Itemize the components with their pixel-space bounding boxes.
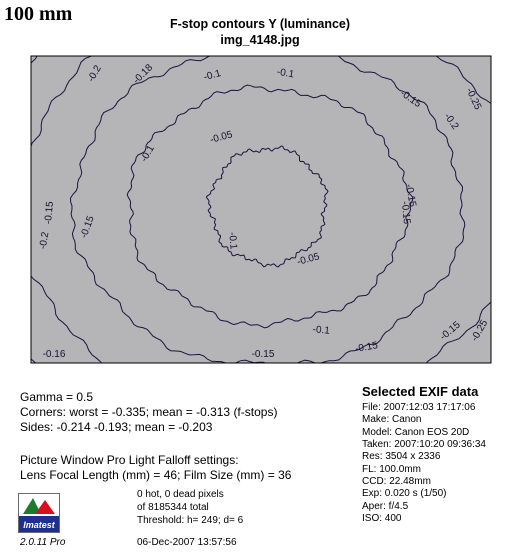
exif-row: Model: Canon EOS 20D (362, 427, 470, 438)
contour-label: -0.2 (441, 111, 461, 132)
exif-row: Aper: f/4.5 (362, 501, 409, 512)
contour-label: -0.15 (251, 349, 275, 360)
sides-text: Sides: -0.214 -0.193; mean = -0.203 (20, 420, 213, 434)
contour-label: -0.25 (463, 86, 484, 112)
contour-label: -0.1 (138, 143, 157, 164)
contour-label: -0.16 (42, 349, 66, 360)
contour-label: -0.1 (312, 324, 331, 337)
corners-text: Corners: worst = -0.335; mean = -0.313 (f-stops) (20, 405, 278, 419)
gamma-text: Gamma = 0.5 (20, 390, 94, 404)
contour-label: -0.25 (469, 318, 491, 344)
pixel-count-line: 0 hot, 0 dead pixels (137, 489, 224, 500)
exif-row: Res: 3504 x 2336 (362, 451, 441, 462)
chart-title: F-stop contours Y (luminance) (169, 17, 351, 31)
contour-label: -0.15 (78, 214, 97, 240)
exif-title: Selected EXIF data (362, 384, 479, 399)
pixel-count-line: Threshold: h= 249; d= 6 (137, 515, 244, 526)
exif-row: Make: Canon (362, 414, 422, 425)
chart-filename: img_4148.jpg (220, 33, 300, 47)
contour-label: -0.1 (275, 66, 295, 81)
contour-label: -0.15 (397, 87, 423, 110)
imatest-logo-graphic (19, 494, 59, 532)
contour-label: -0.2 (85, 63, 104, 84)
exif-row: Taken: 2007:10:20 09:36:34 (362, 439, 486, 450)
contour-label: -0.05 (208, 129, 234, 146)
contour-label: -0.15 (399, 200, 412, 225)
imatest-logo (18, 493, 60, 533)
contour-label: -0.05 (295, 251, 321, 268)
pw-settings-title: Picture Window Pro Light Falloff settings: (20, 453, 239, 467)
contour-label: -0.1 (202, 68, 223, 84)
contour-label: -0.18 (131, 62, 156, 87)
pixel-count-line: of 8185344 total (137, 502, 209, 513)
contour-label: -0.15 (354, 340, 379, 355)
exif-row: Exp: 0.020 s (1/50) (362, 488, 447, 499)
report-date: 06-Dec-2007 13:57:56 (137, 537, 237, 548)
exif-row: File: 2007:12:03 17:17:06 (362, 402, 476, 413)
exif-row: ISO: 400 (362, 513, 402, 524)
exif-row: CCD: 22.48mm (362, 476, 431, 487)
version-label: 2.0.11 Pro (20, 537, 66, 548)
focal-length-label: 100 mm (4, 3, 73, 25)
contour-label: -0.15 (403, 183, 418, 208)
pw-settings-values: Lens Focal Length (mm) = 46; Film Size (mm) = 36 (20, 468, 292, 482)
exif-row: FL: 100.0mm (362, 464, 421, 475)
contour-label: -0.1 (226, 231, 239, 250)
contour-label: -0.2 (37, 231, 52, 251)
contour-label: -0.15 (438, 319, 463, 343)
contour-label: -0.15 (43, 200, 56, 225)
logo-text: Imatest (23, 520, 55, 530)
